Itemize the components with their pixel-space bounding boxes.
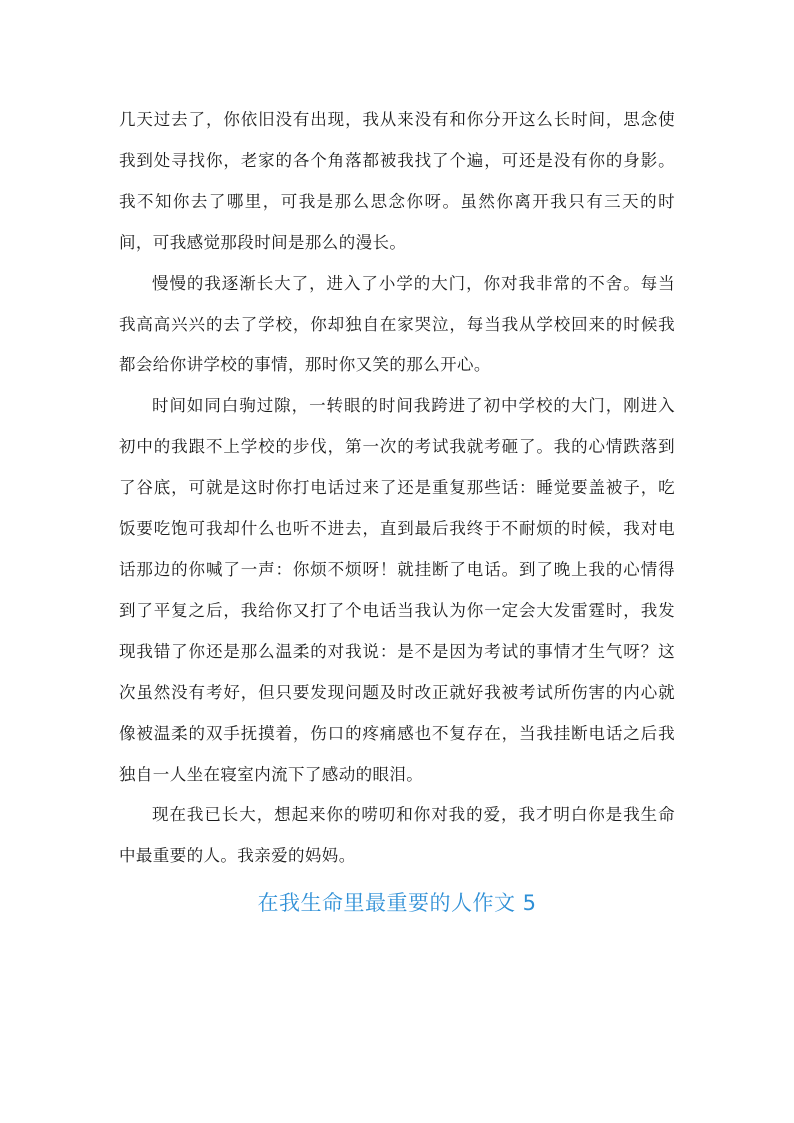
paragraph-1: 几天过去了，你依旧没有出现，我从来没有和你分开这么长时间，思念使我到处寻找你，老家的各个角落都被我找了个遍，可还是没有你的身影。我不知你去了哪里，可我是那么思念你呀。虽然你离开我只有三天的时间，可我感觉那段时间是那么的漫长。 (119, 110, 675, 252)
paragraph-4: 现在我已长大，想起来你的唠叨和你对我的爱，我才明白你是我生命中最重要的人。我亲爱的妈妈。 (119, 805, 675, 866)
section-heading: 在我生命里最重要的人作文 5 (257, 891, 537, 916)
paragraph-3: 时间如同白驹过隙，一转眼的时间我跨进了初中学校的大门，刚进入初中的我跟不上学校的步伐，第一次的考试我就考砸了。我的心情跌落到了谷底，可就是这时你打电话过来了还是重复那些话：睡觉要盖被子，吃饭要吃饱可我却什么也听不进去，直到最后我终于不耐烦的时候，我对电话那边的你喊了一声：你烦不烦呀！就挂断了电话。到了晚上我的心情得到了平复之后，我给你又打了个电话当我认为你一定会大发雷霆时，我发现我错了你还是那么温柔的对我说：是不是因为考试的事情才生气呀？这次虽然没有考好，但只要发现问题及时改正就好我被考试所伤害的内心就像被温柔的双手抚摸着，伤口的疼痛感也不复存在，当我挂断电话之后我独自一人坐在寝室内流下了感动的眼泪。 (119, 396, 675, 784)
paragraph-2: 慢慢的我逐渐长大了，进入了小学的大门，你对我非常的不舍。每当我高高兴兴的去了学校，你却独自在家哭泣，每当我从学校回来的时候我都会给你讲学校的事情，那时你又笑的那么开心。 (119, 273, 675, 375)
document-body (119, 100, 675, 923)
